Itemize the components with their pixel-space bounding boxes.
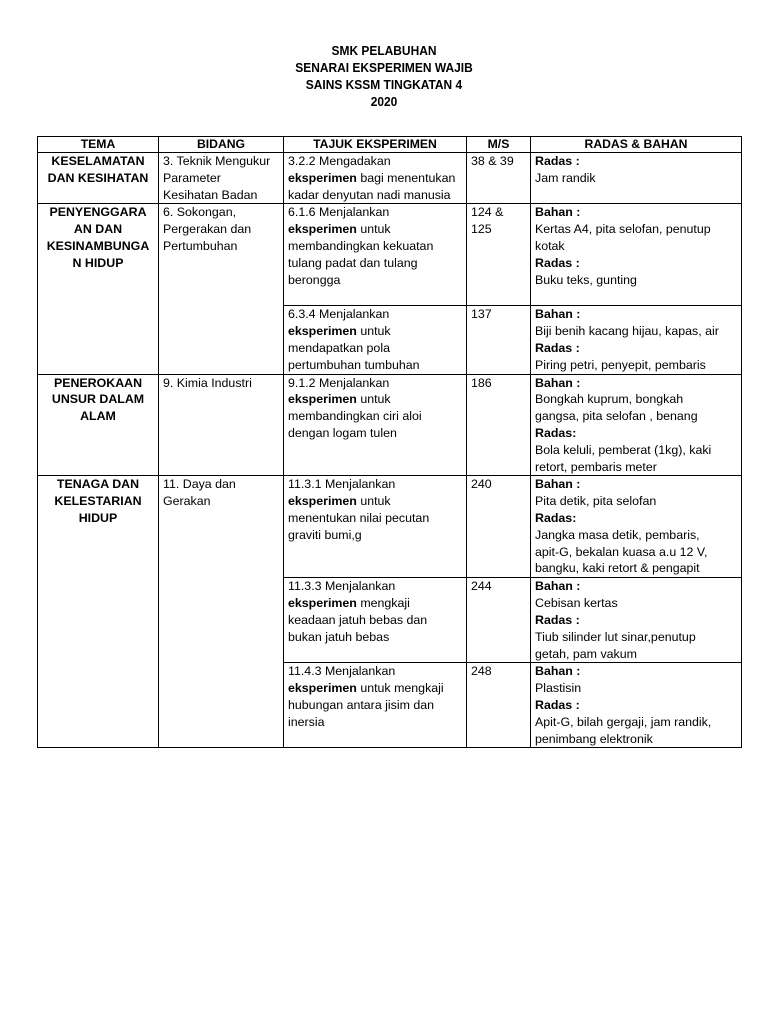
bahan-label: Bahan : xyxy=(535,375,581,390)
experiment-table xyxy=(37,136,742,748)
tajuk-cell xyxy=(284,204,467,306)
tema-text: PENYENGGARA xyxy=(49,205,147,220)
tajuk-cell xyxy=(284,663,467,748)
radas-item: bangku, kaki retort & pengapit xyxy=(535,561,700,576)
radas-cell xyxy=(531,663,742,748)
document-header xyxy=(31,42,738,110)
radas-cell xyxy=(531,153,742,204)
tajuk-text: bagi menentukan xyxy=(356,170,456,185)
tema-text: KESINAMBUNGA xyxy=(46,238,150,253)
radas-item: retort, pembaris meter xyxy=(535,459,657,474)
bahan-item: gangsa, pita selofan , benang xyxy=(535,409,698,424)
page-number: 244 xyxy=(471,579,492,594)
bahan-label: Bahan : xyxy=(535,477,581,492)
tema-cell xyxy=(38,204,159,374)
tajuk-bold-word: eksperimen xyxy=(288,324,357,339)
tajuk-text: graviti bumi,g xyxy=(288,527,362,542)
table-row xyxy=(38,153,742,204)
bidang-text: Kesihatan Badan xyxy=(163,187,258,202)
tajuk-text: untuk xyxy=(356,222,391,237)
tajuk-bold-word: eksperimen xyxy=(288,222,357,237)
bidang-text: 9. Kimia Industri xyxy=(163,375,252,390)
tajuk-text: tulang padat dan tulang xyxy=(288,255,418,270)
column-header-radas: RADAS & BAHAN xyxy=(531,137,742,153)
radas-cell xyxy=(531,204,742,306)
page-number: 248 xyxy=(471,664,492,679)
tema-text: KELESTARIAN xyxy=(54,494,142,509)
bidang-text: Pergerakan dan xyxy=(163,222,252,237)
tema-text: UNSUR DALAM xyxy=(51,392,145,407)
tajuk-text: mendapatkan pola xyxy=(288,340,390,355)
bahan-label: Bahan : xyxy=(535,307,581,322)
radas-label: Radas : xyxy=(535,154,580,168)
column-header-ms: M/S xyxy=(467,137,531,153)
radas-label: Radas: xyxy=(535,425,577,440)
tema-text: ALAM xyxy=(80,409,116,424)
radas-label: Radas: xyxy=(535,510,577,525)
column-header-bidang: BIDANG xyxy=(159,137,284,153)
radas-cell xyxy=(531,374,742,476)
tajuk-text: berongga xyxy=(288,272,341,287)
tajuk-cell xyxy=(284,578,467,663)
tema-text: KESELAMATAN xyxy=(51,154,145,168)
tajuk-text: 11.4.3 Menjalankan xyxy=(288,664,396,679)
tema-cell xyxy=(38,476,159,748)
page-number: 137 xyxy=(471,307,492,322)
tajuk-text: inersia xyxy=(288,714,325,729)
page-number: 124 & xyxy=(471,205,504,220)
tajuk-bold-word: eksperimen xyxy=(288,494,357,509)
page-number: 125 xyxy=(471,222,492,237)
bahan-item: kotak xyxy=(535,238,565,253)
radas-item: getah, pam vakum xyxy=(535,646,637,661)
tema-cell xyxy=(38,374,159,476)
radas-label: Radas : xyxy=(535,255,580,270)
radas-item: Jangka masa detik, pembaris, xyxy=(535,527,700,542)
ms-cell xyxy=(467,306,531,374)
tema-cell xyxy=(38,153,159,204)
bahan-label: Bahan : xyxy=(535,579,581,594)
radas-cell xyxy=(531,306,742,374)
page-number: 38 & 39 xyxy=(471,154,514,168)
ms-cell xyxy=(467,663,531,748)
bahan-item: Biji benih kacang hijau, kapas, air xyxy=(535,324,719,339)
ms-cell xyxy=(467,578,531,663)
school-name: SMK PELABUHAN xyxy=(331,43,437,58)
bidang-cell xyxy=(159,153,284,204)
tajuk-bold-word: eksperimen xyxy=(288,596,357,611)
tema-text: AN DAN xyxy=(73,222,123,237)
tajuk-text: 3.2.2 Mengadakan xyxy=(288,154,391,168)
bahan-item: Bongkah kuprum, bongkah xyxy=(535,392,684,407)
tajuk-text: 6.1.6 Menjalankan xyxy=(288,205,390,220)
bahan-item: Cebisan kertas xyxy=(535,596,618,611)
bidang-cell xyxy=(159,476,284,748)
radas-item: penimbang elektronik xyxy=(535,731,653,746)
tema-text: HIDUP xyxy=(78,510,118,525)
tajuk-text: 11.3.1 Menjalankan xyxy=(288,477,396,492)
tema-text: PENEROKAAN xyxy=(53,375,143,390)
tajuk-cell xyxy=(284,306,467,374)
tema-text: DAN KESIHATAN xyxy=(47,170,149,185)
bidang-text: 6. Sokongan, xyxy=(163,205,237,220)
table-body xyxy=(38,153,742,748)
tajuk-cell xyxy=(284,476,467,578)
ms-cell xyxy=(467,374,531,476)
tajuk-text: keadaan jatuh bebas dan xyxy=(288,612,428,627)
radas-item: Apit-G, bilah gergaji, jam randik, xyxy=(535,714,712,729)
bahan-label: Bahan : xyxy=(535,205,581,220)
tajuk-text: 11.3.3 Menjalankan xyxy=(288,579,396,594)
bidang-cell xyxy=(159,204,284,374)
tajuk-bold-word: eksperimen xyxy=(288,392,357,407)
page-number: 186 xyxy=(471,375,492,390)
tajuk-text: untuk xyxy=(356,494,391,509)
radas-item: Buku teks, gunting xyxy=(535,272,637,287)
bidang-text: 3. Teknik Mengukur xyxy=(163,154,271,168)
bahan-item: Pita detik, pita selofan xyxy=(535,494,657,509)
bidang-text: 11. Daya dan xyxy=(163,477,236,492)
document-year: 2020 xyxy=(370,94,398,109)
ms-cell xyxy=(467,204,531,306)
table-row xyxy=(38,374,742,476)
tajuk-bold-word: eksperimen xyxy=(288,170,357,185)
tajuk-cell xyxy=(284,374,467,476)
tajuk-text: membandingkan kekuatan xyxy=(288,238,434,253)
bahan-label: Bahan : xyxy=(535,664,581,679)
bidang-text: Gerakan xyxy=(163,494,211,509)
ms-cell xyxy=(467,476,531,578)
bahan-item: Kertas A4, pita selofan, penutup xyxy=(535,222,711,237)
document-subtitle: SAINS KSSM TINGKATAN 4 xyxy=(305,77,463,92)
column-header-tajuk: TAJUK EKSPERIMEN xyxy=(284,137,467,153)
tajuk-text: mengkaji xyxy=(356,596,410,611)
table-row xyxy=(38,204,742,306)
table-header-row xyxy=(38,137,742,153)
radas-label: Radas : xyxy=(535,697,580,712)
column-header-tema: TEMA xyxy=(38,137,159,153)
radas-label: Radas : xyxy=(535,340,580,355)
tema-text: TENAGA DAN xyxy=(56,477,140,492)
radas-item: Bola keluli, pemberat (1kg), kaki xyxy=(535,442,712,457)
tajuk-bold-word: eksperimen xyxy=(288,681,357,696)
bidang-cell xyxy=(159,374,284,476)
document-title: SENARAI EKSPERIMEN WAJIB xyxy=(295,60,473,75)
radas-item: apit-G, bekalan kuasa a.u 12 V, xyxy=(535,544,708,559)
tajuk-text: hubungan antara jisim dan xyxy=(288,697,435,712)
tajuk-text: kadar denyutan nadi manusia xyxy=(288,187,451,202)
radas-cell xyxy=(531,476,742,578)
tajuk-text: untuk xyxy=(356,324,391,339)
tajuk-cell xyxy=(284,153,467,204)
radas-item: Jam randik xyxy=(535,170,596,185)
ms-cell xyxy=(467,153,531,204)
bidang-text: Pertumbuhan xyxy=(163,238,238,253)
radas-cell xyxy=(531,578,742,663)
tajuk-text: 9.1.2 Menjalankan xyxy=(288,375,390,390)
radas-item: Piring petri, penyepit, pembaris xyxy=(535,357,706,372)
radas-label: Radas : xyxy=(535,612,580,627)
bidang-text: Parameter xyxy=(163,170,221,185)
page-number: 240 xyxy=(471,477,492,492)
tajuk-text: menentukan nilai pecutan xyxy=(288,510,430,525)
tajuk-text: membandingkan ciri aloi xyxy=(288,409,422,424)
tajuk-text: untuk mengkaji xyxy=(356,681,444,696)
tajuk-text: bukan jatuh bebas xyxy=(288,629,390,644)
tajuk-text: 6.3.4 Menjalankan xyxy=(288,307,390,322)
radas-item: Tiub silinder lut sinar,penutup xyxy=(535,629,696,644)
tajuk-text: pertumbuhan tumbuhan xyxy=(288,357,420,372)
bahan-item: Plastisin xyxy=(535,681,582,696)
table-row xyxy=(38,476,742,578)
tajuk-text: dengan logam tulen xyxy=(288,425,397,440)
tajuk-text: untuk xyxy=(356,392,391,407)
tema-text: N HIDUP xyxy=(72,255,124,270)
